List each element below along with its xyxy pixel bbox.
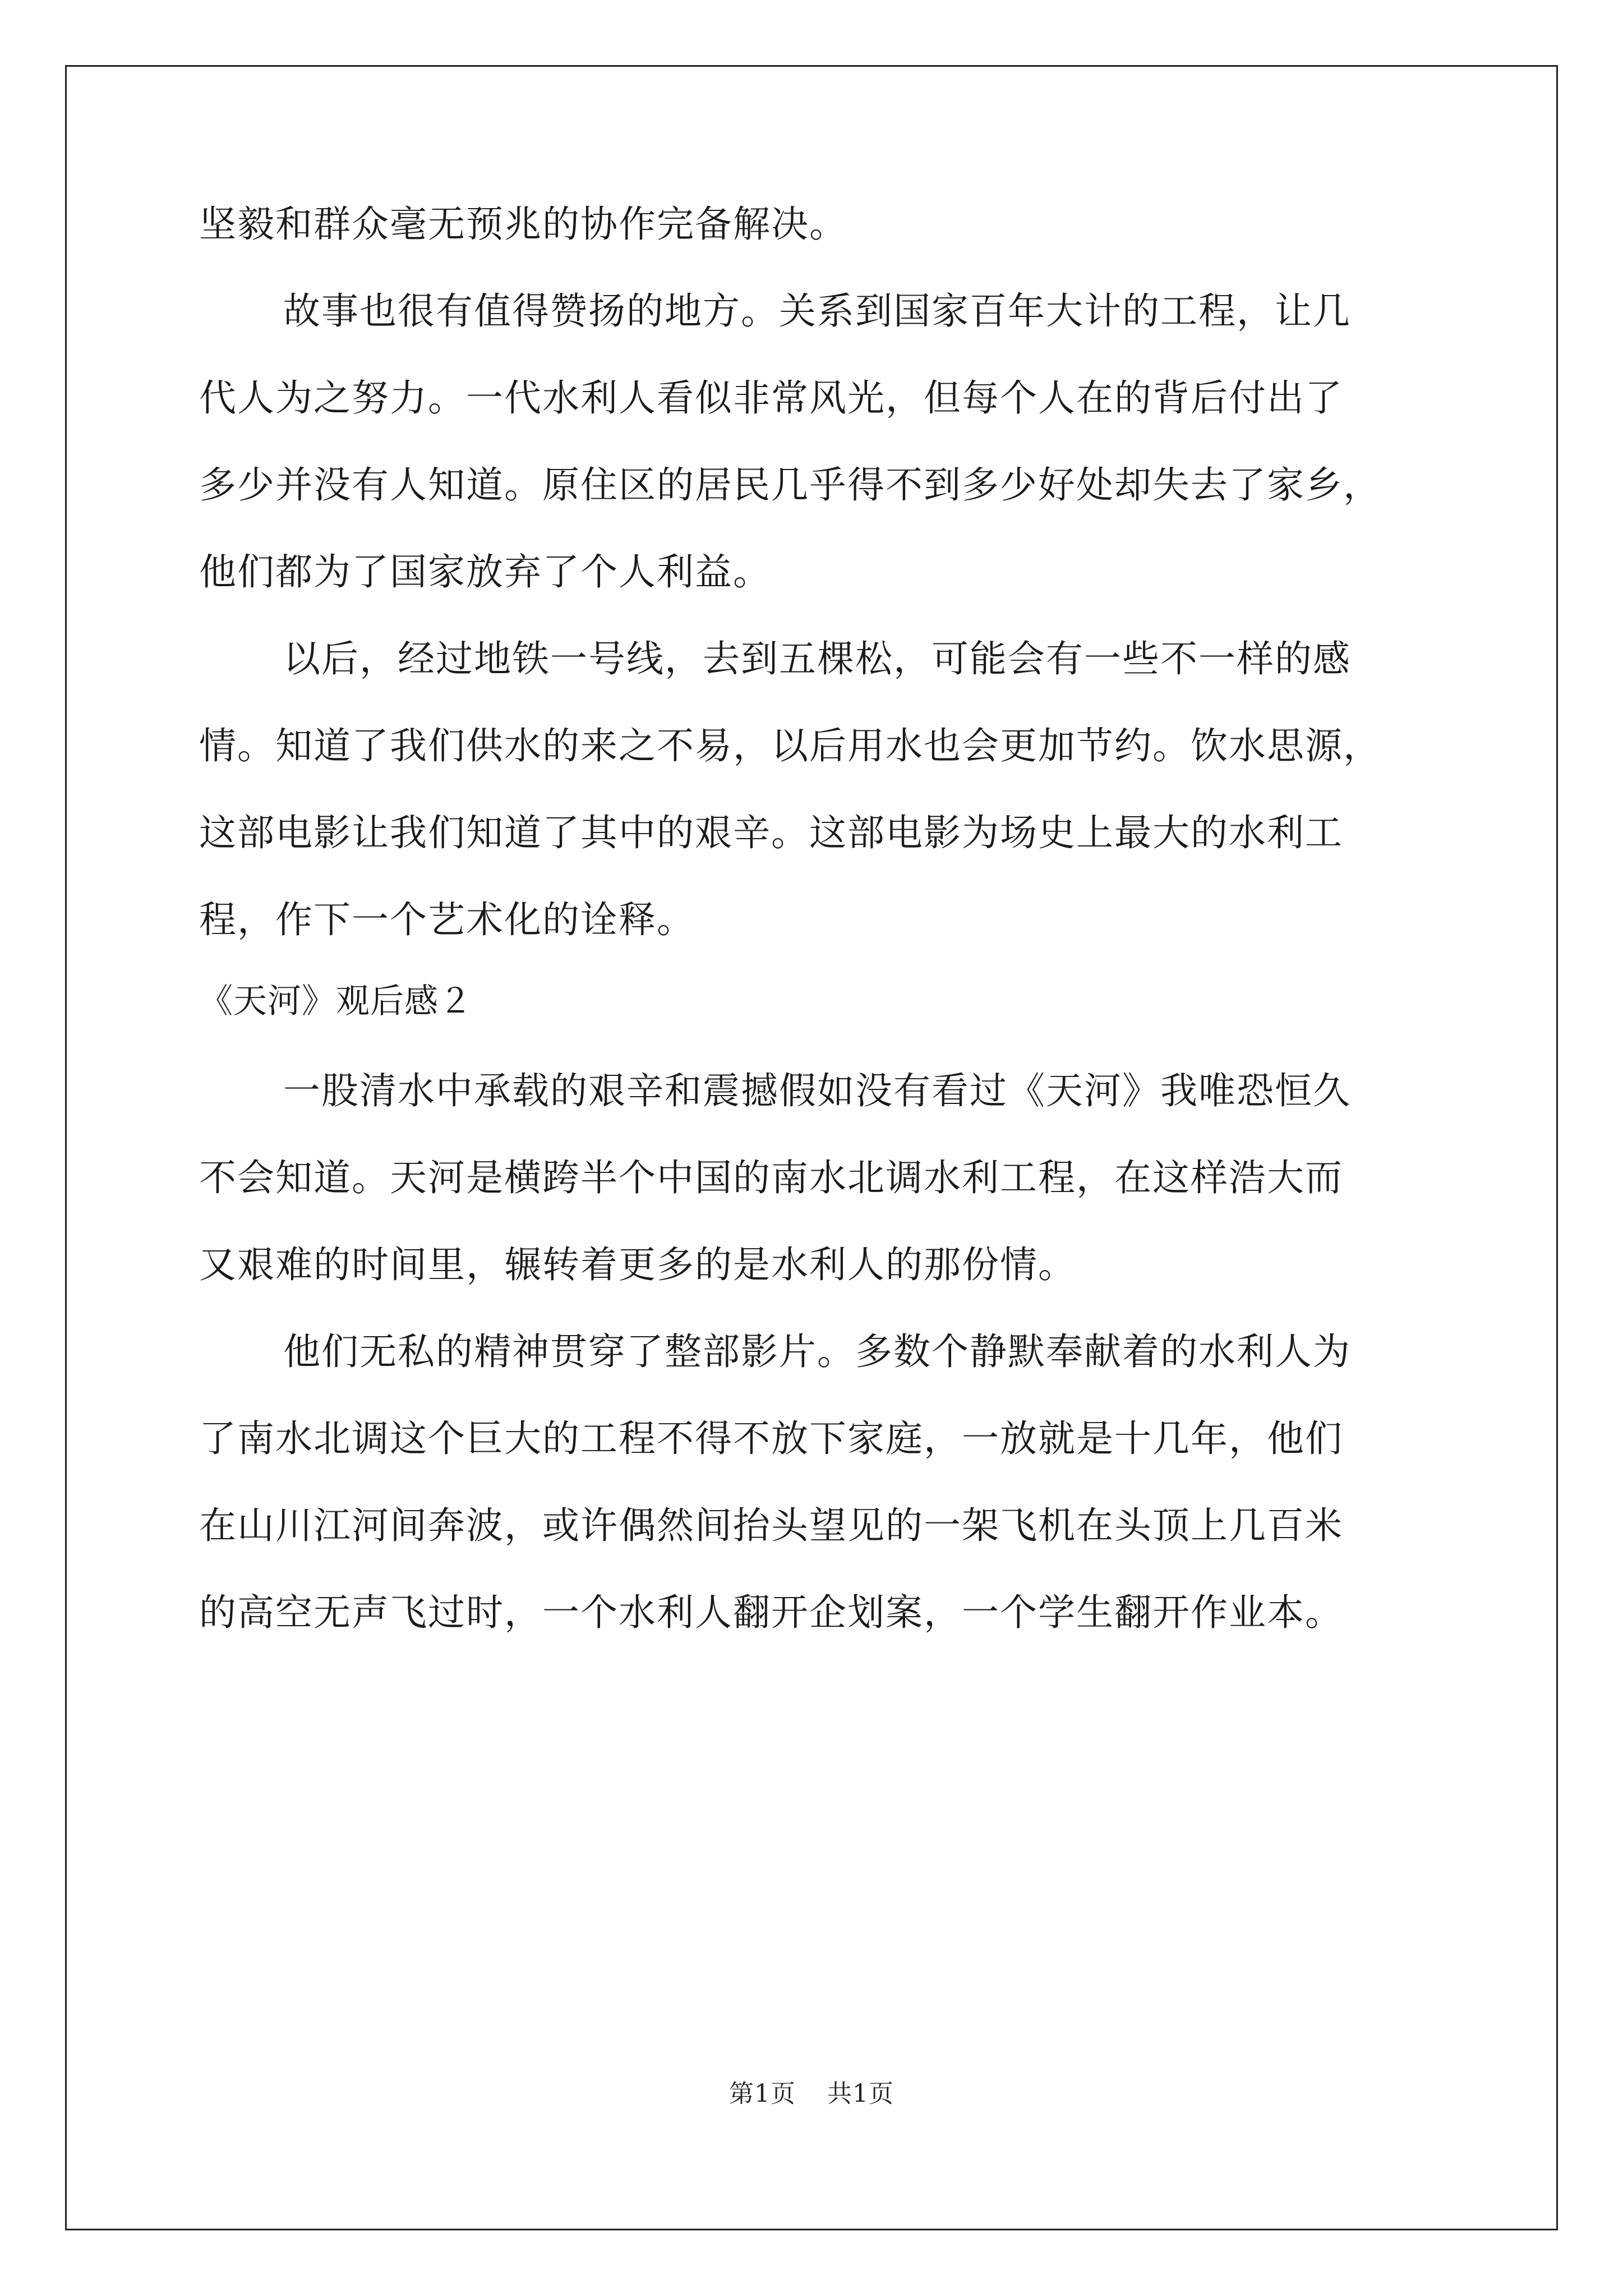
paragraph-first-line: 以后，经过地铁一号线，去到五棵松，可能会有一些不一样的感 (283, 637, 1351, 680)
text-line: 坚毅和群众毫无预兆的协作完备解决。 (199, 203, 847, 246)
text-line: 代人为之努力。一代水利人看似非常风光，但每个人在的背后付出了 (199, 376, 1343, 420)
section-heading: 《天河》观后感２ (199, 982, 473, 1021)
text-line: 的高空无声飞过时，一个水利人翻开企划案，一个学生翻开作业本。 (199, 1591, 1343, 1634)
text-line: 他们都为了国家放弃了个人利益。 (199, 550, 771, 593)
text-line: 多少并没有人知道。原住区的居民几乎得不到多少好处却失去了家乡， (199, 463, 1381, 507)
text-line: 情。知道了我们供水的来之不易，以后用水也会更加节约。饮水思源， (199, 724, 1381, 767)
paragraph-first-line: 一股清水中承载的艰辛和震撼假如没有看过《天河》我唯恐恒久 (283, 1069, 1351, 1112)
text-line: 了南水北调这个巨大的工程不得不放下家庭，一放就是十几年，他们 (199, 1417, 1343, 1460)
page-number-total: 共1页 (827, 2079, 894, 2108)
page-footer (0, 2078, 1623, 2110)
text-line: 不会知道。天河是横跨半个中国的南水北调水利工程，在这样浩大而 (199, 1156, 1343, 1199)
text-line: 这部电影让我们知道了其中的艰辛。这部电影为场史上最大的水利工 (199, 811, 1343, 854)
paragraph-first-line: 故事也很有值得赞扬的地方。关系到国家百年大计的工程，让几 (283, 289, 1351, 333)
page-number-current: 第1页 (729, 2079, 796, 2108)
paragraph-first-line: 他们无私的精神贯穿了整部影片。多数个静默奉献着的水利人为 (283, 1330, 1351, 1373)
text-line: 在山川江河间奔波，或许偶然间抬头望见的一架飞机在头顶上几百米 (199, 1504, 1343, 1547)
text-line: 程，作下一个艺术化的诠释。 (199, 898, 695, 941)
text-line: 又艰难的时间里，辗转着更多的是水利人的那份情。 (199, 1243, 1076, 1286)
